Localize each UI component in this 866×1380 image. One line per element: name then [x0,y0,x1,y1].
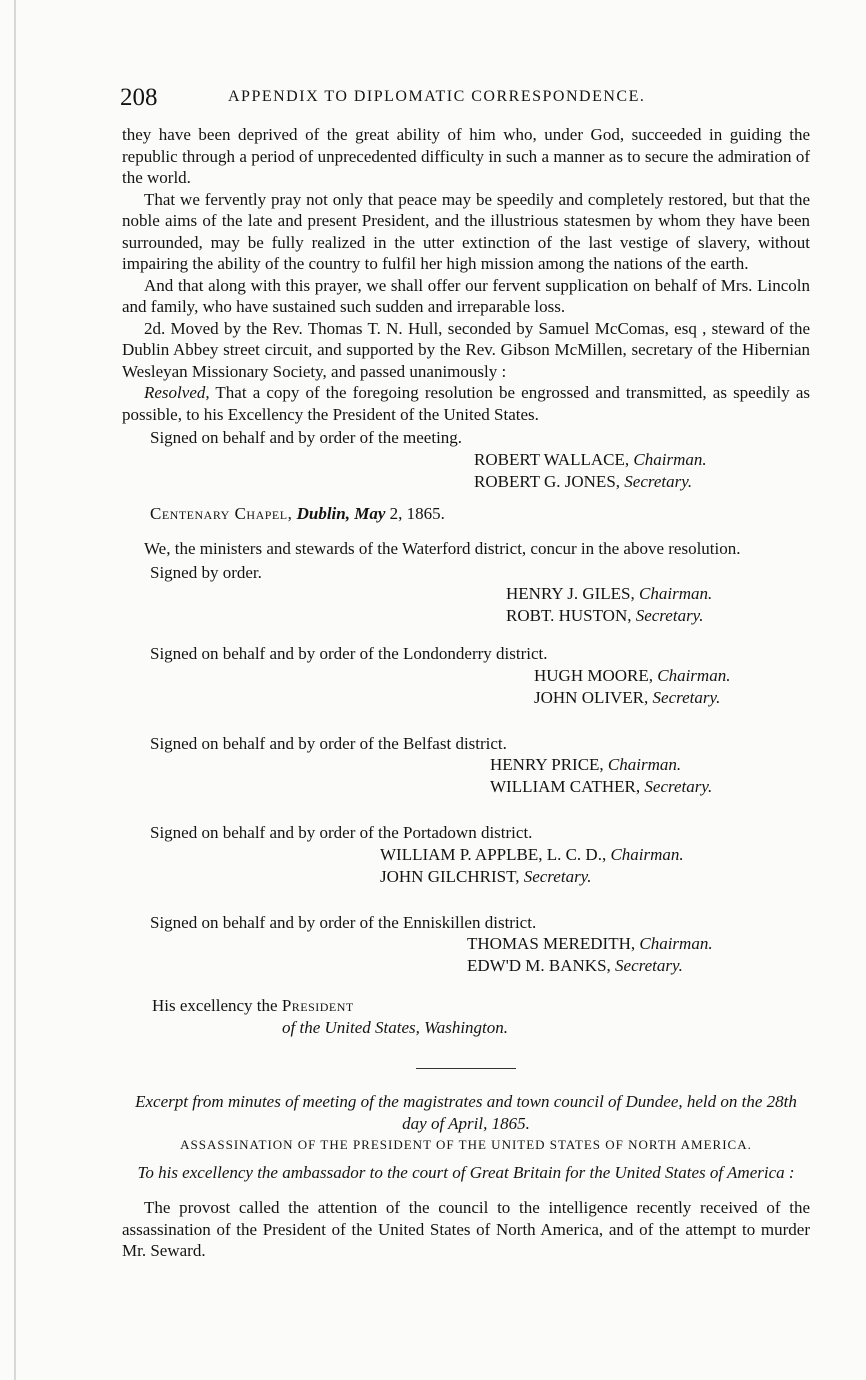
chairman-signature: HUGH MOORE, Chairman. [534,665,731,685]
signed-meeting: Signed on behalf and by order of the meeting. [150,428,463,447]
signature-row [122,583,810,605]
signature-row [122,955,810,977]
paragraph-waterford: We, the ministers and stewards of the Waterford district, concur in the above resolution. [144,539,741,558]
paragraph-continuation: they have been deprived of the great ability of him who, under God, succeeded in guiding the republic through a period of unprecedented difficulty in such a manner as to secure the admiration of the world. [122,125,810,187]
resolved-lead: Resolved, [144,383,210,402]
secretary-signature: EDW'D M. BANKS, Secretary. [467,956,683,975]
chairman-signature: HENRY J. GILES, Chairman. [506,584,713,603]
chairman-signature: THOMAS MEREDITH, Chairman. [467,934,713,953]
signature-row [122,844,810,866]
page-edge [14,0,16,1380]
signed-waterford: Signed by order. [150,562,262,582]
secretary-signature: JOHN GILCHRIST, Secretary. [380,866,592,886]
chairman-signature: HENRY PRICE, Chairman. [490,755,682,774]
signature-row [122,605,810,627]
paragraph-provost: The provost called the attention of the council to the intelligence recently received of the assassination of the President of the United States of North America, and of the attempt to murder Mr. Seward. [122,1198,810,1260]
address-line-2: of the United States, Washington. [282,1017,509,1037]
signature-row [122,449,810,471]
signed-londonderry: Signed on behalf and by order of the Londonderry district. [150,644,548,663]
page-body [122,124,810,1262]
running-title: APPENDIX TO DIPLOMATIC CORRESPONDENCE. [228,88,646,105]
secretary-signature: ROBT. HUSTON, Secretary. [506,606,704,625]
secretary-signature: JOHN OLIVER, Secretary. [534,687,721,707]
section-title: ASSASSINATION OF THE PRESIDENT OF THE UNITED STATES OF NORTH AMERICA. [180,1137,752,1152]
signed-portadown: Signed on behalf and by order of the Portadown district. [150,823,533,842]
secretary-signature: WILLIAM CATHER, Secretary. [490,777,713,796]
signed-enniskillen: Signed on behalf and by order of the Enniskillen district. [150,912,537,932]
chairman-signature: WILLIAM P. APPLBE, L. C. D., Chairman. [380,844,684,864]
signature-row [122,933,810,955]
page-header [120,84,820,114]
signature-row [122,687,810,709]
address-to-ambassador: To his excellency the ambassador to the court of Great Britain for the United States of America : [137,1162,795,1182]
paragraph-resolved [122,382,810,425]
secretary-signature: ROBERT G. JONES, Secretary. [474,471,693,491]
excerpt-heading: Excerpt from minutes of meeting of the magistrates and town council of Dundee, held on the 28th day of April, 1865. [135,1092,797,1133]
chairman-signature: ROBERT WALLACE, Chairman. [474,449,707,469]
paragraph-lincoln: And that along with this prayer, we shall offer our fervent supplication on behalf of Mrs. Lincoln and family, who have sustained such sudden and irreparable loss. [122,275,810,316]
signature-row [122,776,810,798]
resolved-text: That a copy of the foregoing resolution be engrossed and transmitted, as speedily as possible, to his Excellency the President of the United States. [122,383,810,424]
paragraph-motion: 2d. Moved by the Rev. Thomas T. N. Hull, seconded by Samuel McComas, esq , steward of the Dublin Abbey street circuit, and supported by the Rev. Gibson McMillen, secretary of the Hibernian Wesleyan Missionary Society, and passed unanimously : [122,318,810,381]
paragraph-peace: That we fervently pray not only that peace may be speedily and completely restored, but that the noble aims of the late and present President, and the illustrious statesmen by whom they have been surrounded, may be fully realized in the utter extinction of the last vestige of slavery, without impairing the ability of the country to fulfil her high mission among the nations of the earth. [122,189,810,273]
signature-row [122,471,810,493]
place-date: Centenary Chapel, Dublin, May 2, 1865. [150,503,445,523]
section-divider [416,1068,516,1069]
signature-row [122,754,810,776]
signed-belfast: Signed on behalf and by order of the Belfast district. [150,733,507,753]
page-number: 208 [120,84,158,111]
address-block: His excellency the President [152,996,354,1015]
signature-row [122,665,810,687]
signature-row [122,866,810,888]
